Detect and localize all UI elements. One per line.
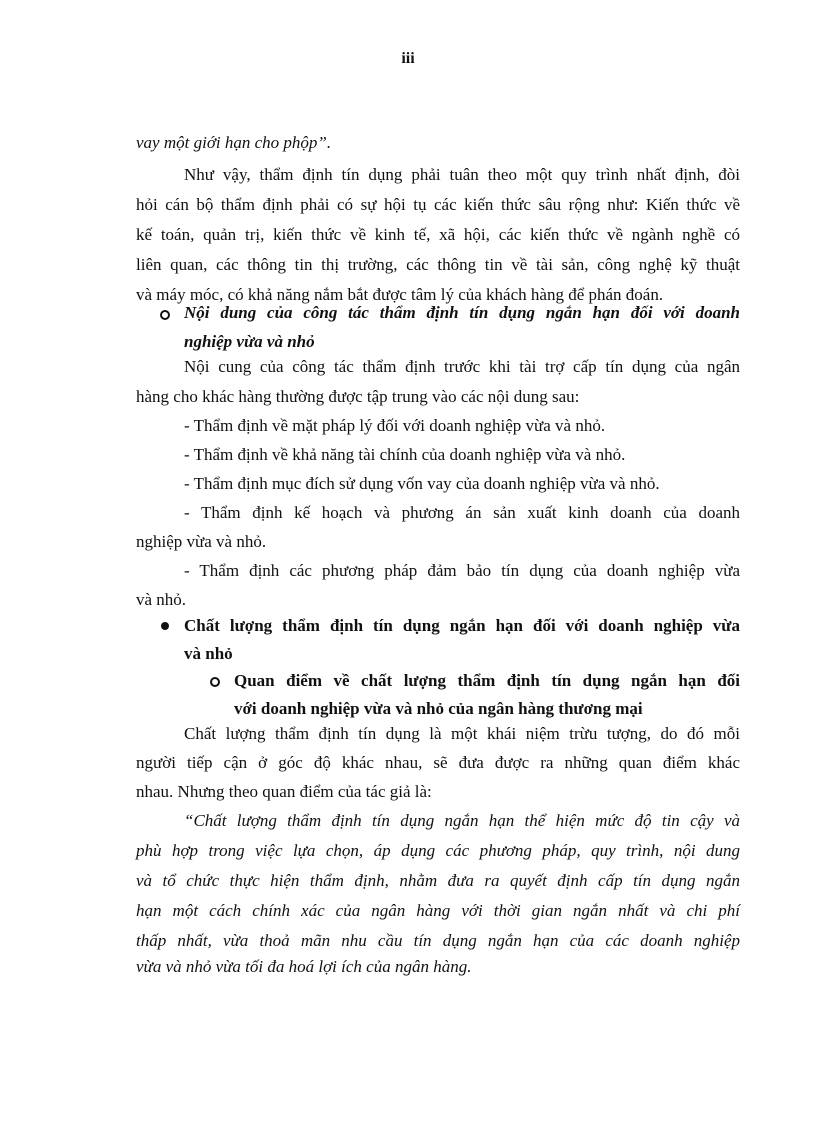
- section-heading: với doanh nghiệp vừa và nhỏ của ngân hàng thương mại: [234, 699, 643, 718]
- text-line: Như vậy, thẩm định tín dụng phải tuân theo một quy trình nhất định, đòi: [184, 165, 740, 184]
- quote-line: vừa và nhỏ vừa tối đa hoá lợi ích của ngân hàng.: [136, 957, 472, 976]
- text-line: Chất lượng thẩm định tín dụng là một khái niệm trừu tượng, do đó mỗi: [184, 724, 740, 743]
- section-heading: Quan điểm về chất lượng thẩm định tín dụng ngắn hạn đối: [234, 671, 740, 690]
- text-line: và máy móc, có khả năng nắm bắt được tâm lý của khách hàng để phán đoán.: [136, 285, 664, 304]
- quote-line: và tổ chức thực hiện thẩm định, nhằm đưa ra quyết định cấp tín dụng ngắn: [136, 871, 740, 890]
- quote-line: hạn một cách chính xác của ngân hàng với thời gian ngắn nhất và chi phí: [136, 901, 740, 920]
- text-line: kế toán, quản trị, kiến thức về kinh tế, xã hội, các kiến thức về ngành nghề có: [136, 225, 740, 244]
- circle-bullet-icon: [210, 677, 220, 687]
- quote-line: thấp nhất, vừa thoả mãn nhu cầu tín dụng ngắn hạn của các doanh nghiệp: [136, 931, 740, 950]
- quote-line: “Chất lượng thẩm định tín dụng ngắn hạn thể hiện mức độ tin cậy và: [184, 811, 740, 830]
- list-item: - Thẩm định về mặt pháp lý đối với doanh nghiệp vừa và nhỏ.: [184, 416, 606, 435]
- section-heading: nghiệp vừa và nhỏ: [184, 332, 315, 351]
- disc-bullet-icon: [161, 622, 169, 630]
- circle-bullet-icon: [160, 310, 170, 320]
- list-item: - Thẩm định các phương pháp đảm bảo tín dụng của doanh nghiệp vừa: [184, 561, 740, 580]
- quote-line: phù hợp trong việc lựa chọn, áp dụng các phương pháp, quy trình, nội dung: [136, 841, 740, 860]
- list-item: - Thẩm định về khả năng tài chính của doanh nghiệp vừa và nhỏ.: [184, 445, 626, 464]
- text-line: liên quan, các thông tin thị trường, các thông tin về tài sản, công nghệ kỹ thuật: [136, 255, 740, 274]
- section-heading: Chất lượng thẩm định tín dụng ngắn hạn đối với doanh nghiệp vừa: [184, 616, 740, 635]
- section-heading: Nội dung của công tác thẩm định tín dụng ngắn hạn đối với doanh: [184, 303, 740, 322]
- text-line: người tiếp cận ở góc độ khác nhau, sẽ đưa được ra những quan điểm khác: [136, 753, 740, 772]
- page-number: iii: [401, 50, 415, 67]
- list-item: - Thẩm định kế hoạch và phương án sản xuất kinh doanh của doanh: [184, 503, 740, 522]
- section-heading: và nhỏ: [184, 644, 233, 663]
- list-item: - Thẩm định mục đích sử dụng vốn vay của doanh nghiệp vừa và nhỏ.: [184, 474, 660, 493]
- text-line: nhau. Nhưng theo quan điểm của tác giả là:: [136, 782, 432, 801]
- list-item: và nhỏ.: [136, 590, 187, 609]
- text-line: hỏi cán bộ thẩm định phải có sự hội tụ các kiến thức sâu rộng như: Kiến thức về: [136, 195, 740, 214]
- text-line: vay một giới hạn cho phộp”.: [136, 133, 332, 152]
- list-item: nghiệp vừa và nhỏ.: [136, 532, 267, 551]
- text-line: Nội cung của công tác thẩm định trước khi tài trợ cấp tín dụng của ngân: [184, 357, 740, 376]
- text-line: hàng cho khác hàng thường được tập trung vào các nội dung sau:: [136, 387, 580, 406]
